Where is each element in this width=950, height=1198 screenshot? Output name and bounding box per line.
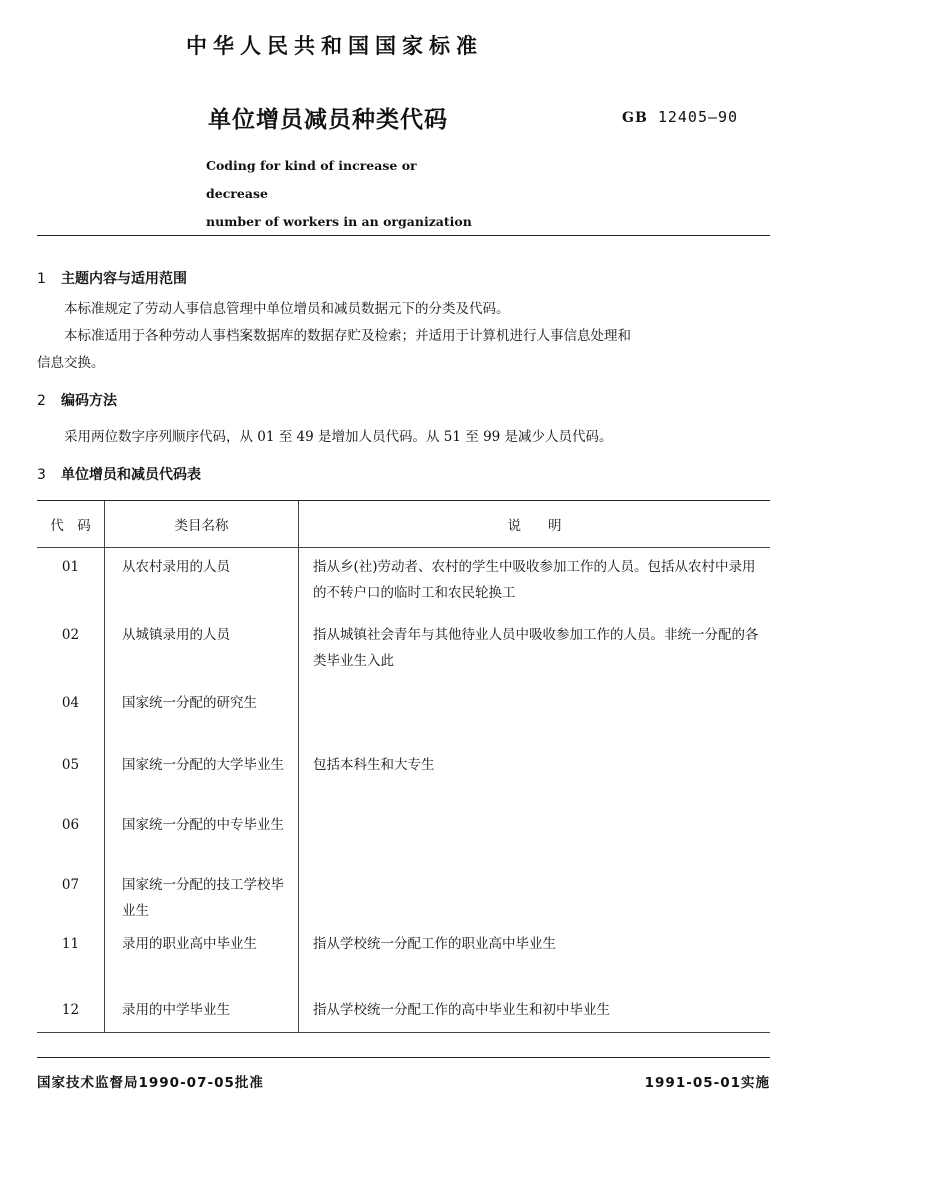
row-name: 国家统一分配的中专毕业生 <box>105 806 299 866</box>
section-1-number: 1 <box>37 271 46 287</box>
row-name: 录用的中学毕业生 <box>105 991 299 1033</box>
row-description <box>299 684 771 746</box>
row-name: 从城镇录用的人员 <box>105 616 299 684</box>
row-name: 国家统一分配的研究生 <box>105 684 299 746</box>
table-header-row <box>37 501 770 548</box>
header-category-name: 类目名称 <box>105 501 299 548</box>
section-3-title: 单位增员和减员代码表 <box>61 467 201 483</box>
row-description: 指从学校统一分配工作的职业高中毕业生 <box>299 925 771 991</box>
table-row <box>37 866 770 925</box>
section-1-paragraph-2-line-2: 信息交换。 <box>37 355 105 371</box>
row-code: 07 <box>61 876 80 893</box>
table-row <box>37 746 770 806</box>
section-3-number: 3 <box>37 467 46 483</box>
approval-date: 国家技术监督局1990-07-05批准 <box>37 1075 264 1091</box>
row-code: 11 <box>61 935 80 952</box>
section-1-paragraph-1: 本标准规定了劳动人事信息管理中单位增员和减员数据元下的分类及代码。 <box>64 301 510 317</box>
document-title: 单位增员减员种类代码 <box>208 107 448 133</box>
row-name: 国家统一分配的大学毕业生 <box>105 746 299 806</box>
row-description <box>299 806 771 866</box>
row-description: 指从乡(社)劳动者、农村的学生中吸收参加工作的人员。包括从农村中录用的不转户口的临时工和农民轮换工 <box>299 548 771 616</box>
row-code: 06 <box>61 816 80 833</box>
english-title-line-2: number of workers in an organization <box>206 214 472 229</box>
section-2-paragraph: 采用两位数字序列顺序代码，从 01 至 49 是增加人员代码。从 51 至 99 是减少人员代码。 <box>64 429 613 445</box>
table-row <box>37 548 770 616</box>
header-code: 代 码 <box>37 501 105 548</box>
row-name: 国家统一分配的技工学校毕业生 <box>105 866 299 925</box>
section-1-heading <box>37 268 187 288</box>
table-row <box>37 806 770 866</box>
row-code: 02 <box>61 626 80 643</box>
section-1-title: 主题内容与适用范围 <box>61 271 187 287</box>
row-description <box>299 866 771 925</box>
row-code: 01 <box>61 559 80 575</box>
footer-divider <box>37 1057 770 1058</box>
table-row <box>37 684 770 746</box>
national-standard-header: 中华人民共和国国家标准 <box>186 34 483 58</box>
section-1-paragraph-2-line-1: 本标准适用于各种劳动人事档案数据库的数据存贮及检索；并适用于计算机进行人事信息处理和 <box>64 328 631 344</box>
row-description: 指从学校统一分配工作的高中毕业生和初中毕业生 <box>299 991 771 1033</box>
english-title <box>206 152 476 236</box>
section-2-title: 编码方法 <box>61 393 117 409</box>
table-row <box>37 991 770 1033</box>
code-table <box>37 500 770 1033</box>
section-2-heading <box>37 390 117 410</box>
top-divider <box>37 235 770 236</box>
table-row <box>37 616 770 684</box>
section-3-heading <box>37 464 201 484</box>
english-title-line-1: Coding for kind of increase or decrease <box>206 158 417 201</box>
section-2-number: 2 <box>37 393 46 409</box>
row-code: 05 <box>61 756 80 773</box>
standard-prefix: GB <box>622 110 648 126</box>
header-description: 说 明 <box>299 501 771 548</box>
row-description: 指从城镇社会青年与其他待业人员中吸收参加工作的人员。非统一分配的各类毕业生入此 <box>299 616 771 684</box>
effective-date: 1991-05-01实施 <box>644 1075 770 1091</box>
table-row <box>37 925 770 991</box>
standard-number <box>622 108 738 126</box>
row-name: 从农村录用的人员 <box>105 548 299 616</box>
standard-code: 12405—90 <box>657 108 739 126</box>
row-description: 包括本科生和大专生 <box>299 746 771 806</box>
row-code: 12 <box>37 991 105 1033</box>
row-name: 录用的职业高中毕业生 <box>105 925 299 991</box>
row-code: 04 <box>61 694 80 711</box>
